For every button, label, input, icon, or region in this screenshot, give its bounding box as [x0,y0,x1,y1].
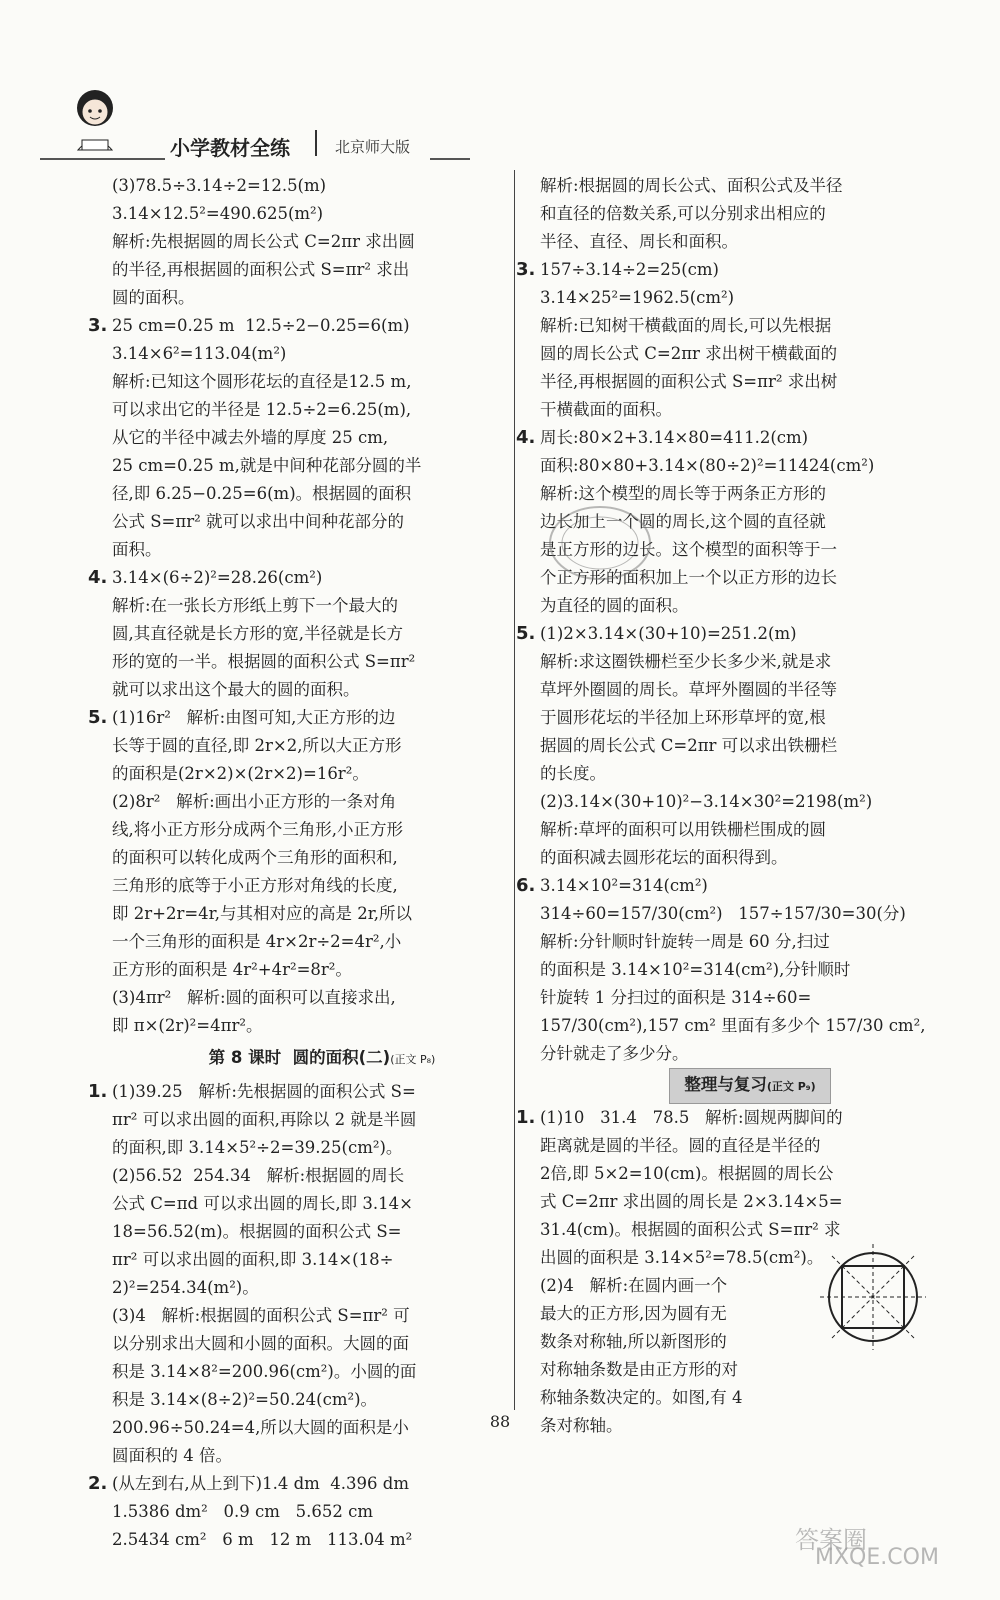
answer-line: 径,即 6.25−0.25=6(m)。根据圆的面积 [112,484,412,503]
answer-line: 面积:80×80+3.14×(80÷2)²=11424(cm²) [540,456,875,475]
answer-line: 从它的半径中减去外墙的厚度 25 cm, [112,428,389,447]
answer-line: 以分别求出大圆和小圆的面积。大圆的面 [112,1334,409,1353]
answer-line: 为直径的圆的面积。 [540,596,689,615]
question-number: 3. [88,315,108,336]
answer-line: 的面积,即 3.14×5²÷2=39.25(cm²)。 [112,1138,403,1157]
question-number: 4. [516,427,536,448]
answer-line: (2)8r² 解析:画出小正方形的一条对角 [112,792,397,811]
answer-line: 边长加上一个圆的周长,这个圆的直径就 [540,512,826,531]
answer-line: 条对称轴。 [540,1416,623,1435]
answer-line: 157/30(cm²),157 cm² 里面有多少个 157/30 cm², [540,1016,926,1035]
answer-line: 对称轴条数是由正方形的对 [540,1360,738,1379]
answer-line: 的半径,再根据圆的面积公式 S=πr² 求出 [112,260,410,279]
answer-line: 的面积可以转化成两个三角形的面积和, [112,848,398,867]
answer-block [112,172,532,312]
answer-line: (从左到右,从上到下)1.4 dm 4.396 dm [112,1474,409,1493]
answer-line: 200.96÷50.24=4,所以大圆的面积是小 [112,1418,409,1437]
answer-block [516,620,960,872]
answer-line: 个正方形的面积加上一个以正方形的边长 [540,568,837,587]
question-number: 6. [516,875,536,896]
answer-line: 3.14×(6÷2)²=28.26(cm²) [112,568,323,587]
answer-line: 称轴条数决定的。如图,有 4 [540,1388,743,1407]
answer-line: 圆面积的 4 倍。 [112,1446,232,1465]
answer-line: 积是 3.14×8²=200.96(cm²)。小圆的面 [112,1362,417,1381]
answer-block [88,704,532,1040]
answer-line: 3.14×10²=314(cm²) [540,876,708,895]
stamp-seal-icon [540,498,660,588]
answer-line: πr² 可以求出圆的面积,即 3.14×(18÷ [112,1250,394,1269]
answer-line: 就可以求出这个最大的圆的面积。 [112,680,360,699]
answer-line: 周长:80×2+3.14×80=411.2(cm) [540,428,809,447]
header-rule-right [430,158,470,160]
answer-line: (3)4 解析:根据圆的面积公式 S=πr² 可 [112,1306,410,1325]
answer-line: (1)10 31.4 78.5 解析:圆规两脚间的 [540,1108,843,1127]
page-number: 88 [489,1412,511,1431]
answer-line: 和直径的倍数关系,可以分别求出相应的 [540,204,826,223]
answer-line: 草坪外圈圆的周长。草坪外圈圆的半径等 [540,680,837,699]
answer-line: 即 2r+2r=4r,与其相对应的高是 2r,所以 [112,904,413,923]
answer-line: 线,将小正方形分成两个三角形,小正方形 [112,820,403,839]
answer-line: (2)4 解析:在圆内画一个 [540,1276,728,1295]
header-separator [315,130,317,156]
answer-line: 半径、直径、周长和面积。 [540,232,738,251]
question-number: 5. [88,707,108,728]
answer-line: 正方形的面积是 4r²+4r²=8r²。 [112,960,352,979]
answer-line: 于圆形花坛的半径加上环形草坪的宽,根 [540,708,826,727]
circle-square-symmetry-figure [818,1242,928,1352]
mascot-girl-icon [60,80,130,160]
section-title: 第 8 课时 圆的面积(二) [208,1048,391,1067]
answer-line: 公式 S=πr² 就可以求出中间种花部分的 [112,512,404,531]
header-rule-left [40,158,165,160]
answer-line: (2)56.52 254.34 解析:根据圆的周长 [112,1166,405,1185]
answer-line: 2倍,即 5×2=10(cm)。根据圆的周长公 [540,1164,834,1183]
answer-line: 公式 C=πd 可以求出圆的周长,即 3.14× [112,1194,413,1213]
answer-line: 解析:根据圆的周长公式、面积公式及半径 [540,176,843,195]
answer-line: 2)²=254.34(m²)。 [112,1278,259,1297]
answer-line: 3.14×12.5²=490.625(m²) [112,204,324,223]
page-header [40,100,960,160]
answer-line: 25 cm=0.25 m,就是中间种花部分圆的半 [112,456,422,475]
answer-line: 解析:在一张长方形纸上剪下一个最大的 [112,596,399,615]
answer-line: 的面积是 3.14×10²=314(cm²),分针顺时 [540,960,851,979]
answer-line: 解析:已知树干横截面的周长,可以先根据 [540,316,832,335]
answer-line: 1.5386 dm² 0.9 cm 5.652 cm [112,1502,374,1521]
answer-line: 解析:分针顺时针旋转一周是 60 分,扫过 [540,932,830,951]
answer-line: (2)3.14×(30+10)²−3.14×30²=2198(m²) [540,792,873,811]
answer-line: 一个三角形的面积是 4r×2r÷2=4r²,小 [112,932,402,951]
answer-block [88,564,532,704]
answer-line: 积是 3.14×(8÷2)²=50.24(cm²)。 [112,1390,378,1409]
review-heading [540,1068,960,1104]
question-number: 3. [516,259,536,280]
answer-line: (1)2×3.14×(30+10)=251.2(m) [540,624,797,643]
answer-line: 圆的面积。 [112,288,195,307]
answer-line: 圆,其直径就是长方形的宽,半径就是长方 [112,624,403,643]
lesson-heading [112,1044,532,1074]
answer-line: 解析:草坪的面积可以用铁栅栏围成的圆 [540,820,827,839]
answer-line: 式 C=2πr 求出圆的周长是 2×3.14×5= [540,1192,843,1211]
answer-line: 距离就是圆的半径。圆的直径是半径的 [540,1136,821,1155]
answer-line: 即 π×(2r)²=4πr²。 [112,1016,263,1035]
question-number: 1. [516,1107,536,1128]
answer-line: πr² 可以求出圆的面积,再除以 2 就是半圆 [112,1110,417,1129]
question-number: 4. [88,567,108,588]
review-ref: (正文 P₉) [766,1080,816,1093]
answer-line: 25 cm=0.25 m 12.5÷2−0.25=6(m) [112,316,410,335]
answer-block [88,1470,532,1554]
answer-line: 3.14×6²=113.04(m²) [112,344,287,363]
answer-block [516,256,960,424]
answer-line: 的面积减去圆形花坛的面积得到。 [540,848,788,867]
answer-line: 出圆的面积是 3.14×5²=78.5(cm²)。 [540,1248,824,1267]
answer-line: 干横截面的面积。 [540,400,672,419]
answer-line: 的面积是(2r×2)×(2r×2)=16r²。 [112,764,369,783]
answer-block [540,172,960,256]
answer-line: (1)39.25 解析:先根据圆的面积公式 S= [112,1082,416,1101]
section-ref: (正文 P₈) [390,1053,436,1066]
answer-line: 解析:已知这个圆形花坛的直径是12.5 m, [112,372,412,391]
answer-line: 三角形的底等于小正方形对角线的长度, [112,876,398,895]
answer-line: 314÷60=157/30(cm²) 157÷157/30=30(分) [540,904,906,923]
answer-line: 据圆的周长公式 C=2πr 可以求出铁栅栏 [540,736,838,755]
edition-label: 北京师大版 [335,138,411,156]
answer-line: 长等于圆的直径,即 2r×2,所以大正方形 [112,736,402,755]
answer-block [516,872,960,1068]
answer-line: 数条对称轴,所以新图形的 [540,1332,727,1351]
answer-line: 圆的周长公式 C=2πr 求出树干横截面的 [540,344,838,363]
left-column [88,172,532,1554]
answer-line: 最大的正方形,因为圆有无 [540,1304,727,1323]
answer-line: 形的宽的一半。根据圆的面积公式 S=πr² [112,652,416,671]
answer-line: 3.14×25²=1962.5(cm²) [540,288,735,307]
answer-line: (1)16r² 解析:由图可知,大正方形的边 [112,708,396,727]
answer-line: 针旋转 1 分扫过的面积是 314÷60= [540,988,812,1007]
answer-line: 是正方形的边长。这个模型的面积等于一 [540,540,837,559]
question-number: 5. [516,623,536,644]
answer-line: 解析:求这圈铁栅栏至少长多少米,就是求 [540,652,832,671]
answer-line: 的长度。 [540,764,606,783]
answer-line: 分针就走了多少分。 [540,1044,689,1063]
answer-line: 31.4(cm)。根据圆的面积公式 S=πr² 求 [540,1220,841,1239]
watermark-url: MXQE.COM [815,1545,939,1570]
question-number: 2. [88,1473,108,1494]
answer-line: 面积。 [112,540,162,559]
answer-block [88,312,532,564]
answer-line: (3)78.5÷3.14÷2=12.5(m) [112,176,327,195]
answer-line: 可以求出它的半径是 12.5÷2=6.25(m), [112,400,412,419]
answer-line: 157÷3.14÷2=25(cm) [540,260,719,279]
answer-line: 解析:这个模型的周长等于两条正方形的 [540,484,827,503]
review-title: 整理与复习(正文 P₉) [669,1068,830,1104]
answer-line: (3)4πr² 解析:圆的面积可以直接求出, [112,988,396,1007]
question-number: 1. [88,1081,108,1102]
watermark-logo: 答案圈 [795,1526,867,1554]
answer-line: 18=56.52(m)。根据圆的面积公式 S= [112,1222,402,1241]
answer-line: 2.5434 cm² 6 m 12 m 113.04 m² [112,1530,413,1549]
answer-line: 解析:先根据圆的周长公式 C=2πr 求出圆 [112,232,415,251]
brand-title: 小学教材全练 [170,136,290,160]
answer-line: 半径,再根据圆的面积公式 S=πr² 求出树 [540,372,838,391]
